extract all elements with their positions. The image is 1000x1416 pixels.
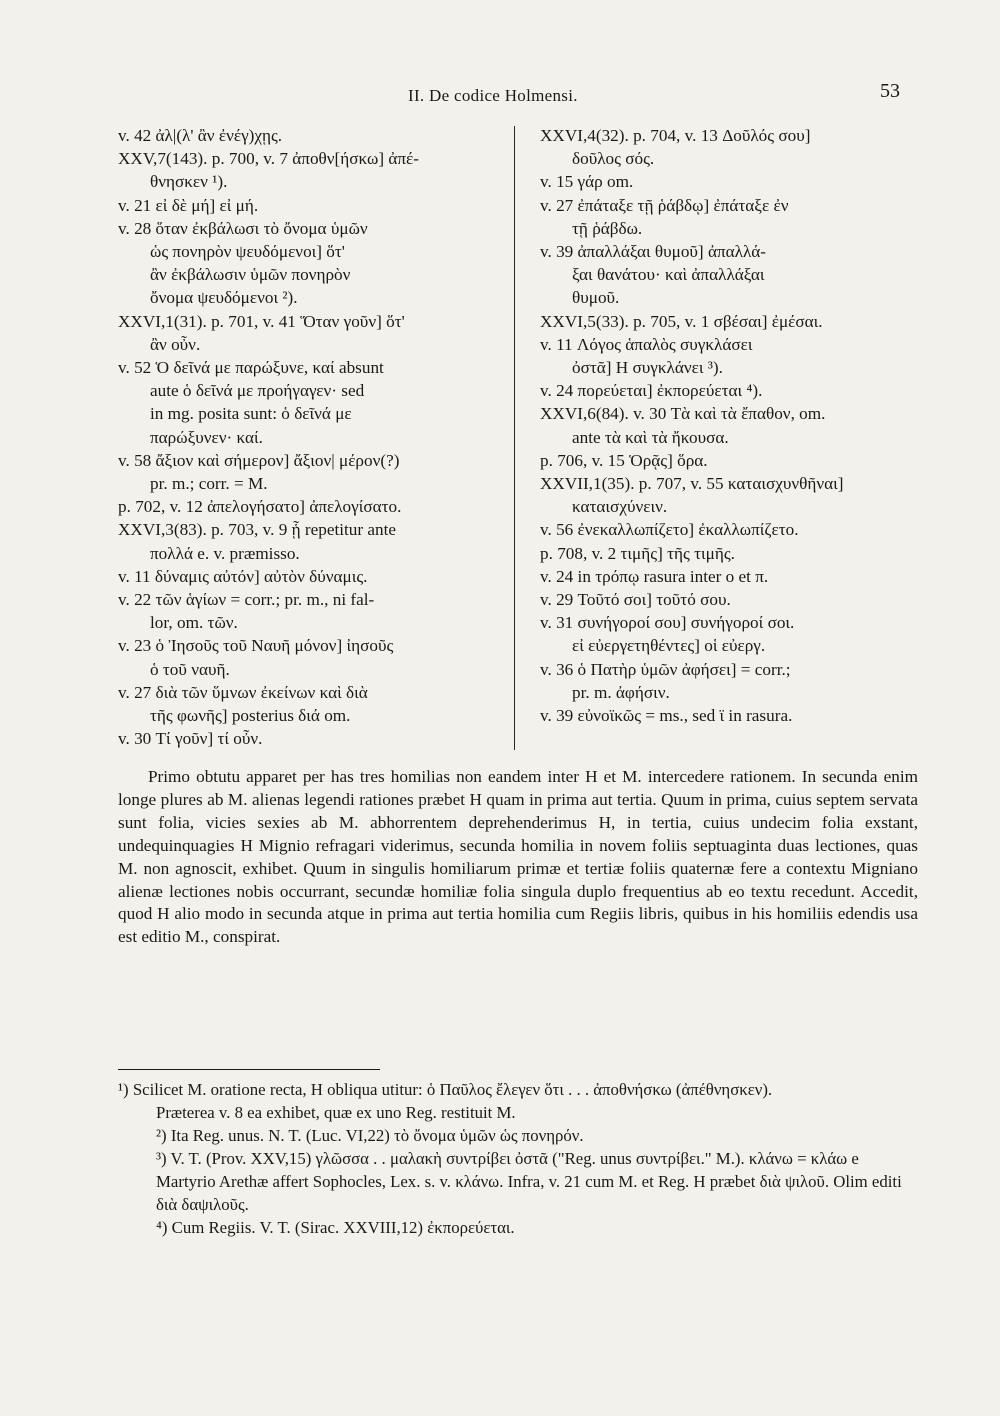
- footnote-3: ³) V. T. (Prov. XXV,15) γλῶσσα . . μαλακὴ συντρίβει ὀστᾶ ("Reg. unus συντρίβει." M.). κλάνω = κλάω e Martyrio Arethæ affert Sophocles, Lex. s. v. κλάνω. Infra, v. 21 cum M. et Reg. H præbet διὰ ψιλοῦ. Olim editi διὰ δαψιλοῦς.: [156, 1149, 902, 1214]
- entry-continuation: καταισχύνειν.: [572, 497, 668, 517]
- entry-continuation: ἂν ἐκβάλωσιν ὑμῶν πονηρὸν: [150, 265, 351, 285]
- entry-continuation: lor, om. τῶν.: [150, 613, 238, 633]
- apparatus-entry: XXVII,1(35). p. 707, v. 55 καταισχυνθῆναι]: [540, 474, 844, 494]
- apparatus-entry: XXVI,6(84). v. 30 Τὰ καὶ τὰ ἔπαθον, om.: [540, 404, 826, 424]
- apparatus-entry: v. 23 ὁ Ἰησοῦς τοῦ Ναυῆ μόνον] ἰησοῦς: [118, 636, 394, 656]
- running-head: II. De codice Holmensi.: [408, 86, 578, 105]
- apparatus-entry: v. 42 ἀλ|(λ' ἂν ἐνέγ)χῃς.: [118, 126, 283, 145]
- apparatus-entry: XXV,7(143). p. 700, v. 7 ἀποθν[ήσκω] ἀπέ-: [118, 149, 419, 169]
- entry-continuation: aute ὁ δεῖνά με προήγαγεν· sed: [150, 381, 365, 401]
- apparatus-entry: v. 22 τῶν ἁγίων = corr.; pr. m., ni fal-: [118, 590, 375, 610]
- body-text: [118, 766, 918, 949]
- apparatus-entry: p. 702, v. 12 ἀπελογήσατο] ἀπελογίσατο.: [118, 497, 402, 517]
- entry-continuation: τῆς φωνῆς] posterius διά om.: [150, 706, 351, 726]
- apparatus-entry: v. 56 ἐνεκαλλωπίζετο] ἐκαλλωπίζετο.: [540, 520, 799, 540]
- entry-continuation: τῇ ῥάβδω.: [572, 218, 643, 238]
- apparatus-entry: v. 27 ἐπάταξε τῇ ῥάβδῳ] ἐπάταξε ἐν: [540, 195, 789, 215]
- apparatus-entry: v. 39 ἀπαλλάξαι θυμοῦ] ἀπαλλά-: [540, 242, 767, 262]
- footnote-rule: [118, 1069, 380, 1070]
- apparatus-entry: XXVI,4(32). p. 704, v. 13 Δοῦλός σου]: [540, 126, 811, 145]
- left-column: [118, 124, 506, 750]
- apparatus-entry: v. 52 Ὁ δεῖνά με παρώξυνε, καί absunt: [118, 358, 384, 378]
- entry-continuation: ὀστᾶ] H συγκλάνει ³).: [572, 358, 723, 378]
- apparatus-entry: v. 11 Λόγος ἁπαλὸς συγκλάσει: [540, 334, 753, 354]
- footnote-1: ¹) Scilicet M. oratione recta, H obliqua utitur: ὁ Παῦλος ἔλεγεν ὅτι . . . ἀποθνήσκω (ἀπέθνησκεν).: [118, 1080, 773, 1099]
- entry-continuation: πολλά e. v. præmisso.: [150, 543, 300, 563]
- apparatus-entry: p. 706, v. 15 Ὁρᾷς] ὅρα.: [540, 450, 708, 470]
- apparatus-entry: v. 30 Τί γοῦν] τί οὖν.: [118, 729, 263, 749]
- entry-continuation: θυμοῦ.: [572, 288, 620, 308]
- footnote-2: ²) Ita Reg. unus. N. T. (Luc. VI,22) τὸ ὄνομα ὑμῶν ὡς πονηρόν.: [156, 1126, 584, 1145]
- column-divider: [514, 126, 515, 750]
- apparatus-entry: v. 31 συνήγοροί σου] συνήγοροί σοι.: [540, 613, 795, 633]
- entry-continuation: in mg. posita sunt: ὁ δεῖνά με: [150, 404, 352, 424]
- entry-continuation: ὄνομα ψευδόμενοι ²).: [150, 288, 298, 308]
- entry-continuation: pr. m. ἀφήσιν.: [572, 682, 670, 702]
- apparatus-entry: XXVI,5(33). p. 705, v. 1 σβέσαι] ἐμέσαι.: [540, 311, 823, 331]
- entry-continuation: ante τὰ καὶ τὰ ἤκουσα.: [572, 427, 729, 447]
- entry-continuation: ὁ τοῦ ναυῆ.: [150, 659, 230, 679]
- footnote-4: ⁴) Cum Regiis. V. T. (Sirac. XXVIII,12) ἐκπορεύεται.: [156, 1218, 515, 1237]
- entry-continuation: pr. m.; corr. = M.: [150, 474, 268, 494]
- apparatus-entry: v. 29 Τοῦτό σοι] τοῦτό σου.: [540, 590, 731, 610]
- entry-continuation: παρώξυνεν· καί.: [150, 427, 263, 447]
- entry-continuation: ξαι θανάτου· καὶ ἀπαλλάξαι: [572, 265, 765, 285]
- apparatus-entry: v. 21 εἰ δὲ μή] εἰ μή.: [118, 195, 259, 215]
- apparatus-entry: XXVI,1(31). p. 701, v. 41 Ὅταν γοῦν] ὅτ': [118, 311, 405, 331]
- right-column: [540, 124, 915, 727]
- apparatus-entry: p. 708, v. 2 τιμῆς] τῆς τιμῆς.: [540, 543, 735, 563]
- apparatus-entry: v. 24 πορεύεται] ἐκπορεύεται ⁴).: [540, 381, 763, 401]
- apparatus-entry: v. 24 in τρόπῳ rasura inter ο et π.: [540, 566, 769, 586]
- apparatus-entry: v. 39 εὐνοϊκῶς = ms., sed ϊ in rasura.: [540, 706, 793, 726]
- entry-continuation: εἰ εὐεργετηθέντες] οἱ εὐεργ.: [572, 636, 766, 656]
- entry-continuation: δοῦλος σός.: [572, 149, 655, 169]
- footnotes: [118, 1078, 918, 1239]
- body-paragraph: Primo obtutu apparet per has tres homilias non eandem inter H et M. intercedere rationem. In secunda enim longe plures ab M. alienas legendi rationes præbet H quam in prima aut tertia. Quum in prima, cuius septem servata sunt folia, vicies sexies ab M. abhorrentem deprehenderimus H, in tertia, cuius undecim folia exstant, undequinquagies H Mignio refragari viderimus, secunda homilia in novem foliis septuaginta duas lectiones, quas M. non agnoscit, exhibet. Quum in singulis homiliarum primæ et tertiæ foliis quaternæ fere a contextu Migniano alienæ lectiones nobis occurrant, secundæ homiliæ folia singula duplo frequentius ab eo textu recedunt. Accedit, quod H alio modo in secunda atque in prima aut tertia homilia cum Regiis libris, quibus in his homiliis edendis usa est editio M., conspirat.: [118, 767, 918, 947]
- apparatus-entry: v. 28 ὅταν ἐκβάλωσι τὸ ὄνομα ὑμῶν: [118, 218, 368, 238]
- page-header: [0, 80, 1000, 114]
- apparatus-entry: v. 58 ἄξιον καὶ σήμερον] ἄξιον| μέρον(?): [118, 450, 400, 470]
- apparatus-entry: XXVI,3(83). p. 703, v. 9 ᾗ repetitur ante: [118, 520, 397, 540]
- apparatus-entry: v. 11 δύναμις αὐτόν] αὐτὸν δύναμις.: [118, 566, 368, 586]
- entry-continuation: ἂν οὖν.: [150, 334, 201, 354]
- footnote-1-continued: Præterea v. 8 ea exhibet, quæ ex uno Reg. restituit M.: [156, 1103, 516, 1122]
- apparatus-entry: v. 15 γάρ om.: [540, 172, 634, 192]
- entry-continuation: ὡς πονηρὸν ψευδόμενοι] ὅτ': [150, 242, 345, 262]
- apparatus-entry: v. 27 διὰ τῶν ὕμνων ἐκείνων καὶ διὰ: [118, 682, 368, 702]
- page-number: 53: [880, 80, 900, 102]
- apparatus-entry: v. 36 ὁ Πατὴρ ὑμῶν ἀφήσει] = corr.;: [540, 659, 791, 679]
- entry-continuation: θνησκεν ¹).: [150, 172, 228, 192]
